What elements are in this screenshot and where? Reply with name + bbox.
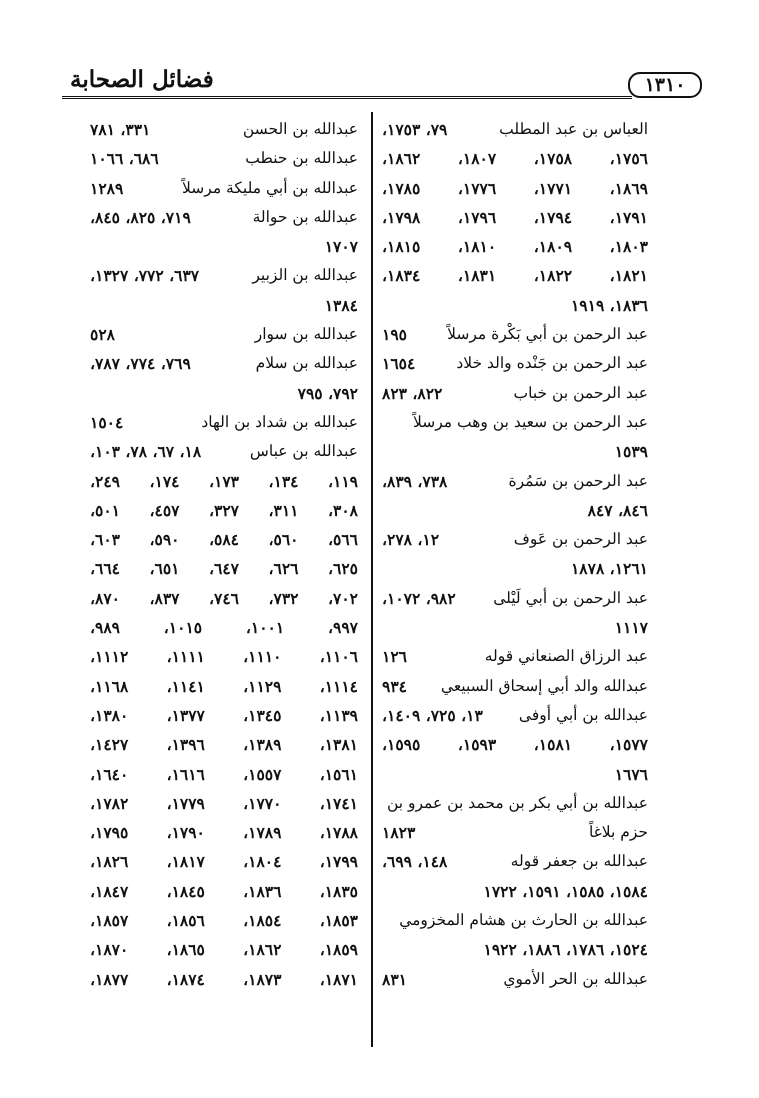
entry-page-refs: ١٢، ٢٧٨، xyxy=(382,530,440,550)
index-entry xyxy=(382,408,648,437)
entry-page-refs: ١٥٢٤، ١٧٨٦، ١٨٨٦، ١٩٢٢ xyxy=(483,940,648,960)
entry-page-refs: ١٢٨٩ xyxy=(90,178,124,198)
index-entry xyxy=(382,701,648,730)
index-entry xyxy=(382,935,648,964)
entry-page-refs: ٥٦٦، ٥٦٠، ٥٨٤، ٥٩٠، ٦٠٣، xyxy=(90,530,358,550)
index-entry xyxy=(382,174,648,203)
index-entry xyxy=(382,115,648,144)
entry-page-refs: ١٨، ٦٧، ٧٨، ١٠٣، xyxy=(90,442,202,462)
index-entry xyxy=(90,291,358,320)
entry-name: عبدالله بن أبي بكر بن محمد بن عمرو بن xyxy=(386,793,648,812)
index-entry xyxy=(90,701,358,730)
entry-page-refs: ١٨٢٣ xyxy=(382,823,416,843)
index-entry xyxy=(382,642,648,671)
entry-page-refs: ٩٣٤ xyxy=(382,676,407,696)
entry-page-refs: ١٨٧١، ١٨٧٣، ١٨٧٤، ١٨٧٧، xyxy=(90,969,359,989)
index-entry xyxy=(90,437,358,466)
entry-page-refs: ١٧٥٦، ١٧٥٨، ١٨٠٧، ١٨٦٢، xyxy=(382,149,648,169)
entry-page-refs: ٨٢٢، ٨٢٣ xyxy=(382,383,443,403)
header-rule xyxy=(62,96,632,99)
index-entry xyxy=(90,525,358,554)
entry-page-refs: ١٦٥٤ xyxy=(382,354,416,374)
index-entry xyxy=(90,203,358,232)
entry-name: عبدالله بن سوار xyxy=(254,325,358,344)
index-entry xyxy=(90,935,358,964)
entry-page-refs: ١٥٠٤ xyxy=(90,412,124,432)
entry-page-refs: ٧٩، ١٧٥٣، xyxy=(382,120,448,139)
index-entry xyxy=(90,174,358,203)
index-entry xyxy=(382,379,648,408)
entry-name: عبدالله بن الزبير xyxy=(252,266,358,285)
index-entry xyxy=(382,672,648,701)
entry-page-refs: ١٨٦٩، ١٧٧١، ١٧٧٦، ١٧٨٥، xyxy=(382,178,648,198)
entry-page-refs: ١٢٦ xyxy=(382,647,407,667)
entry-page-refs: ٧٦٩، ٧٧٤، ٧٨٧، xyxy=(90,354,191,374)
entry-name: العباس بن عبد المطلب xyxy=(499,120,648,138)
entry-page-refs: ١٢٦١، ١٨٧٨ xyxy=(570,559,648,579)
index-entry xyxy=(90,906,358,935)
entry-page-refs: ٦٢٥، ٦٢٦، ٦٤٧، ٦٥١، ٦٦٤، xyxy=(90,559,358,579)
index-entry xyxy=(90,320,358,349)
entry-page-refs: ١٨٠٣، ١٨٠٩، ١٨١٠، ١٨١٥، xyxy=(382,237,648,257)
entry-page-refs: ٥٢٨ xyxy=(90,325,115,345)
entry-page-refs: ٧١٩، ٨٢٥، ٨٤٥، xyxy=(90,207,191,227)
entry-page-refs: ١٩٥ xyxy=(382,325,407,345)
entry-name: عبد الرحمن بن عَوف xyxy=(513,530,648,549)
entry-name: عبدالله بن عباس xyxy=(249,442,358,461)
entry-page-refs: ١٥٣٩ xyxy=(614,442,648,462)
entry-name: عبدالله بن حوالة xyxy=(252,207,358,226)
entry-page-refs: ١٦٧٦ xyxy=(614,764,648,784)
index-entry xyxy=(90,965,358,994)
entry-page-refs: ١٧٩٩، ١٨٠٤، ١٨١٧، ١٨٢٦، xyxy=(90,852,359,872)
entry-name: عبدالله بن أبي أوفى xyxy=(518,705,648,724)
right-index-column xyxy=(382,115,648,994)
entry-page-refs: ١٨٣٥، ١٨٣٦، ١٨٤٥، ١٨٤٧، xyxy=(90,881,359,901)
column-divider xyxy=(371,112,373,1047)
index-entry xyxy=(382,349,648,378)
index-entry xyxy=(382,584,648,613)
index-entry xyxy=(382,554,648,583)
index-entry xyxy=(382,730,648,759)
entry-name: عبدالله بن الحر الأموي xyxy=(503,969,648,988)
index-entry xyxy=(382,847,648,876)
entry-page-refs: ١٣٨٤ xyxy=(324,295,358,315)
entry-page-refs: ٣٣١، ٧٨١ xyxy=(90,120,151,139)
entry-page-refs: ١٣٨١، ١٣٨٩، ١٣٩٦، ١٤٢٧، xyxy=(90,735,359,755)
entry-name: عبدالله والد أبي إسحاق السبيعي xyxy=(440,676,648,695)
index-entry xyxy=(90,760,358,789)
running-header xyxy=(62,60,686,108)
index-entry xyxy=(382,877,648,906)
entry-page-refs: ١٣، ٧٢٥، ١٤٠٩، xyxy=(382,705,483,725)
index-entry xyxy=(382,760,648,789)
entry-name: عبدالله بن شداد بن الهاد xyxy=(201,412,358,431)
index-entry xyxy=(382,203,648,232)
index-entry xyxy=(90,261,358,290)
index-entry xyxy=(90,496,358,525)
entry-page-refs: ٨٤٦، ٨٤٧ xyxy=(587,500,648,520)
page-number-badge: ١٣١٠ xyxy=(628,72,702,98)
entry-name: عبدالله بن حنطب xyxy=(245,149,358,168)
index-entry xyxy=(382,613,648,642)
entry-name: عبدالله بن أبي مليكة مرسلاً xyxy=(182,178,358,197)
entry-page-refs: ٧٣٨، ٨٣٩، xyxy=(382,471,448,491)
entry-name: عبدالله بن جعفر قوله xyxy=(510,852,648,871)
index-entry xyxy=(90,672,358,701)
entry-page-refs: ١٨٥٣، ١٨٥٤، ١٨٥٦، ١٨٥٧، xyxy=(90,911,359,931)
entry-name: عبد الرحمن بن أبي لَيْلى xyxy=(493,588,648,607)
entry-page-refs: ٦٣٧، ٧٧٢، ١٣٢٧، xyxy=(90,266,200,286)
entry-page-refs: ١١٣٩، ١٣٤٥، ١٣٧٧، ١٣٨٠، xyxy=(90,705,359,725)
index-entry xyxy=(90,379,358,408)
index-entry xyxy=(90,847,358,876)
index-entry xyxy=(382,261,648,290)
index-entry xyxy=(90,144,358,173)
index-entry xyxy=(90,232,358,261)
index-entry xyxy=(90,877,358,906)
index-entry xyxy=(90,730,358,759)
index-entry xyxy=(382,437,648,466)
index-entry xyxy=(90,642,358,671)
entry-page-refs: ٣٠٨، ٣١١، ٣٢٧، ٤٥٧، ٥٠١، xyxy=(90,500,358,520)
entry-page-refs: ٨٣١ xyxy=(382,969,407,989)
index-entry xyxy=(382,789,648,818)
index-entry xyxy=(90,554,358,583)
entry-page-refs: ١١١٧ xyxy=(614,618,648,638)
entry-page-refs: ١٤٨، ٦٩٩، xyxy=(382,852,448,872)
index-entry xyxy=(382,467,648,496)
entry-page-refs: ١٨٥٩، ١٨٦٢، ١٨٦٥، ١٨٧٠، xyxy=(90,940,359,960)
entry-page-refs: ١٥٨٤، ١٥٨٥، ١٥٩١، ١٧٢٢ xyxy=(483,881,648,901)
entry-page-refs: ٦٨٦، ١٠٦٦ xyxy=(90,149,159,169)
index-entry xyxy=(382,818,648,847)
index-entry xyxy=(90,613,358,642)
index-entry xyxy=(382,232,648,261)
entry-page-refs: ١٨٢١، ١٨٢٢، ١٨٣١، ١٨٣٤، xyxy=(382,266,648,286)
index-entry xyxy=(382,320,648,349)
index-entry xyxy=(90,818,358,847)
index-entry xyxy=(382,144,648,173)
entry-page-refs: ٩٨٢، ١٠٧٢، xyxy=(382,588,456,608)
index-entry xyxy=(90,408,358,437)
index-entry xyxy=(382,965,648,994)
entry-name: عبد الرزاق الصنعاني قوله xyxy=(484,647,648,666)
entry-name: عبدالله بن الحارث بن هشام المخزومي xyxy=(399,911,648,930)
left-index-column xyxy=(90,115,358,994)
entry-name: عبد الرحمن بن سَمُرة xyxy=(508,471,648,490)
index-entry xyxy=(90,115,358,144)
entry-page-refs: ١٥٦١، ١٥٥٧، ١٦١٦، ١٦٤٠، xyxy=(90,764,359,784)
entry-page-refs: ١٨٣٦، ١٩١٩ xyxy=(570,295,648,315)
index-entry xyxy=(382,525,648,554)
entry-page-refs: ١٥٧٧، ١٥٨١، ١٥٩٣، ١٥٩٥، xyxy=(382,735,648,755)
entry-page-refs: ١٧٩١، ١٧٩٤، ١٧٩٦، ١٧٩٨، xyxy=(382,207,648,227)
entry-name: عبد الرحمن بن أبي بَكْرة مرسلاً xyxy=(447,325,648,344)
entry-page-refs: ٧٩٢، ٧٩٥ xyxy=(297,383,358,403)
book-title: فضائل الصحابة xyxy=(70,66,214,93)
entry-page-refs: ١١٠٦، ١١١٠، ١١١١، ١١١٢، xyxy=(90,647,359,667)
index-entry xyxy=(90,349,358,378)
index-entry xyxy=(90,467,358,496)
entry-name: عبد الرحمن بن خباب xyxy=(513,383,648,402)
entry-page-refs: ١١١٤، ١١٢٩، ١١٤١، ١١٦٨، xyxy=(90,676,359,696)
entry-name: عبدالله بن سلام xyxy=(255,354,358,373)
entry-name: عبد الرحمن بن جَنْده والد خلاد xyxy=(456,354,648,373)
entry-name: عبد الرحمن بن سعيد بن وهب مرسلاً xyxy=(412,412,648,431)
entry-page-refs: ١٧٠٧ xyxy=(324,237,358,257)
entry-page-refs: ٩٩٧، ١٠٠١، ١٠١٥، ٩٨٩، xyxy=(90,618,358,638)
entry-name: حزم بلاغاً xyxy=(588,823,648,842)
entry-page-refs: ١١٩، ١٣٤، ١٧٣، ١٧٤، ٢٤٩، xyxy=(90,471,358,491)
entry-page-refs: ١٧٨٨، ١٧٨٩، ١٧٩٠، ١٧٩٥، xyxy=(90,823,359,843)
entry-page-refs: ٧٠٢، ٧٣٢، ٧٤٦، ٨٣٧، ٨٧٠، xyxy=(90,588,358,608)
entry-name: عبدالله بن الحسن xyxy=(242,120,358,138)
index-entry xyxy=(90,789,358,818)
index-entry xyxy=(382,291,648,320)
index-entry xyxy=(382,496,648,525)
index-entry xyxy=(382,906,648,935)
entry-page-refs: ١٧٤١، ١٧٧٠، ١٧٧٩، ١٧٨٢، xyxy=(90,793,359,813)
index-entry xyxy=(90,584,358,613)
